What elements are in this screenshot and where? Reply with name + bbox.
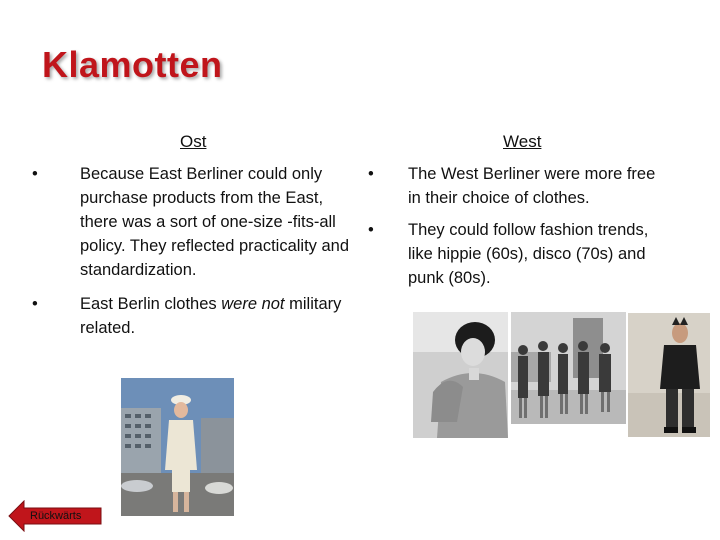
list-item xyxy=(32,292,350,340)
list-item xyxy=(32,162,350,282)
back-button-label: Rückwärts xyxy=(30,510,82,522)
west-fashion-photo-60s xyxy=(413,312,508,438)
west-fashion-photo-70s xyxy=(511,312,626,424)
list-item xyxy=(368,162,668,210)
ost-bullet-list xyxy=(32,162,350,350)
column-heading-ost: Ost xyxy=(180,132,207,151)
bullet-text: East Berlin clothes were not military related. xyxy=(80,295,342,337)
emphasis-text: were not xyxy=(221,295,285,313)
slide-title: Klamotten xyxy=(42,44,223,85)
east-fashion-photo xyxy=(121,378,234,516)
bullet-text: They could follow fashion trends, like hippie (60s), disco (70s) and punk (80s). xyxy=(408,221,649,287)
column-heading-west: West xyxy=(503,132,542,151)
bullet-icon: • xyxy=(368,165,374,183)
list-item xyxy=(368,218,668,290)
bullet-icon: • xyxy=(368,221,374,239)
bullet-icon: • xyxy=(32,295,38,313)
bullet-text: The West Berliner were more free in their choice of clothes. xyxy=(408,165,656,207)
bullet-icon: • xyxy=(32,165,38,183)
west-fashion-photo-80s xyxy=(628,313,710,437)
bullet-text: Because East Berliner could only purchase products from the East, there was a sort of one-size -fits-all policy. They reflected practicality and standardization. xyxy=(80,165,350,279)
back-button[interactable] xyxy=(8,500,103,532)
west-bullet-list xyxy=(368,162,668,298)
